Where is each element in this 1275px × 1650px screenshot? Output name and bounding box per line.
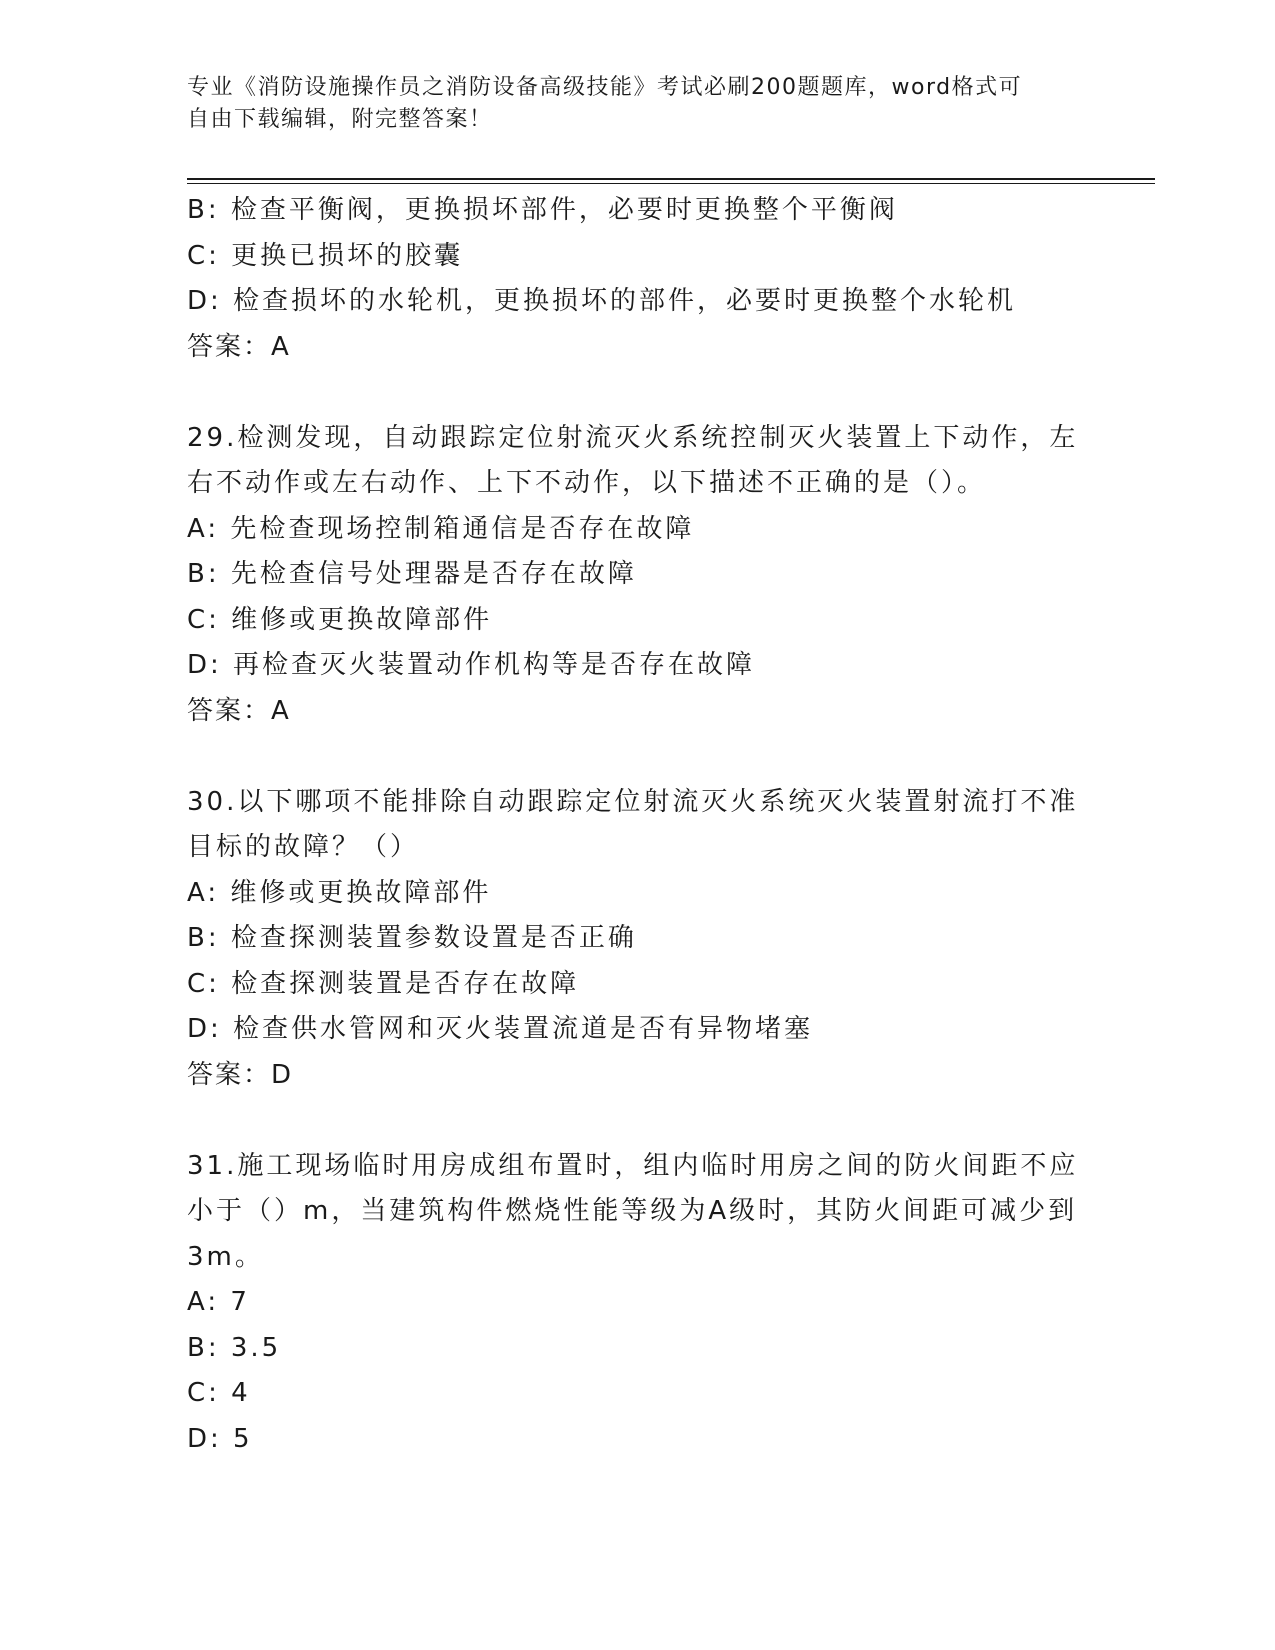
document-header — [187, 72, 1087, 136]
option-d: D: 检查供水管网和灭火装置流道是否有异物堵塞 — [187, 1014, 814, 1044]
option-b: B: 检查探测装置参数设置是否正确 — [187, 923, 637, 953]
option-b: B: 3.5 — [187, 1332, 282, 1363]
question-text-line: 右不动作或左右动作、上下不动作，以下描述不正确的是（）。 — [187, 468, 987, 498]
option-c: C: 更换已损坏的胶囊 — [187, 240, 464, 271]
question-30 — [187, 780, 1087, 1099]
questions-body — [187, 188, 1087, 1462]
question-31 — [187, 1144, 1087, 1463]
answer: 答案：A — [187, 695, 291, 726]
option-c: C: 维修或更换故障部件 — [187, 604, 493, 635]
option-a: A: 维修或更换故障部件 — [187, 877, 492, 908]
option-a: A: 7 — [187, 1287, 250, 1317]
header-line-2: 自由下载编辑，附完整答案！ — [187, 107, 493, 132]
option-c: C: 检查探测装置是否存在故障 — [187, 968, 580, 999]
option-a: A: 先检查现场控制箱通信是否存在故障 — [187, 513, 695, 544]
option-d: D: 检查损坏的水轮机，更换损坏的部件，必要时更换整个水轮机 — [187, 286, 1017, 316]
header-rule-thick — [187, 178, 1155, 180]
spacer — [187, 1098, 1087, 1144]
option-d: D: 5 — [187, 1423, 253, 1454]
answer: 答案：A — [187, 331, 291, 362]
answer: 答案：D — [187, 1059, 294, 1090]
question-text-line: 29.检测发现，自动跟踪定位射流灭火系统控制灭火装置上下动作，左 — [187, 422, 1079, 453]
question-29 — [187, 416, 1087, 735]
question-text-line: 小于（）m，当建筑构件燃烧性能等级为A级时，其防火间距可减少到 — [187, 1196, 1078, 1226]
header-rule-thin — [187, 183, 1155, 184]
question-text-line: 目标的故障？（） — [187, 832, 420, 862]
option-b: B: 检查平衡阀，更换损坏部件，必要时更换整个平衡阀 — [187, 195, 898, 225]
spacer — [187, 370, 1087, 416]
option-d: D: 再检查灭火装置动作机构等是否存在故障 — [187, 650, 756, 680]
option-c: C: 4 — [187, 1378, 251, 1408]
spacer — [187, 734, 1087, 780]
question-text-line: 30.以下哪项不能排除自动跟踪定位射流灭火系统灭火装置射流打不准 — [187, 786, 1079, 817]
question-28 — [187, 188, 1087, 370]
question-text-line: 3m。 — [187, 1241, 264, 1272]
question-text-line: 31.施工现场临时用房成组布置时，组内临时用房之间的防火间距不应 — [187, 1150, 1079, 1181]
header-line-1: 专业《消防设施操作员之消防设备高级技能》考试必刷200题题库，word格式可 — [187, 75, 1023, 100]
option-b: B: 先检查信号处理器是否存在故障 — [187, 559, 637, 589]
